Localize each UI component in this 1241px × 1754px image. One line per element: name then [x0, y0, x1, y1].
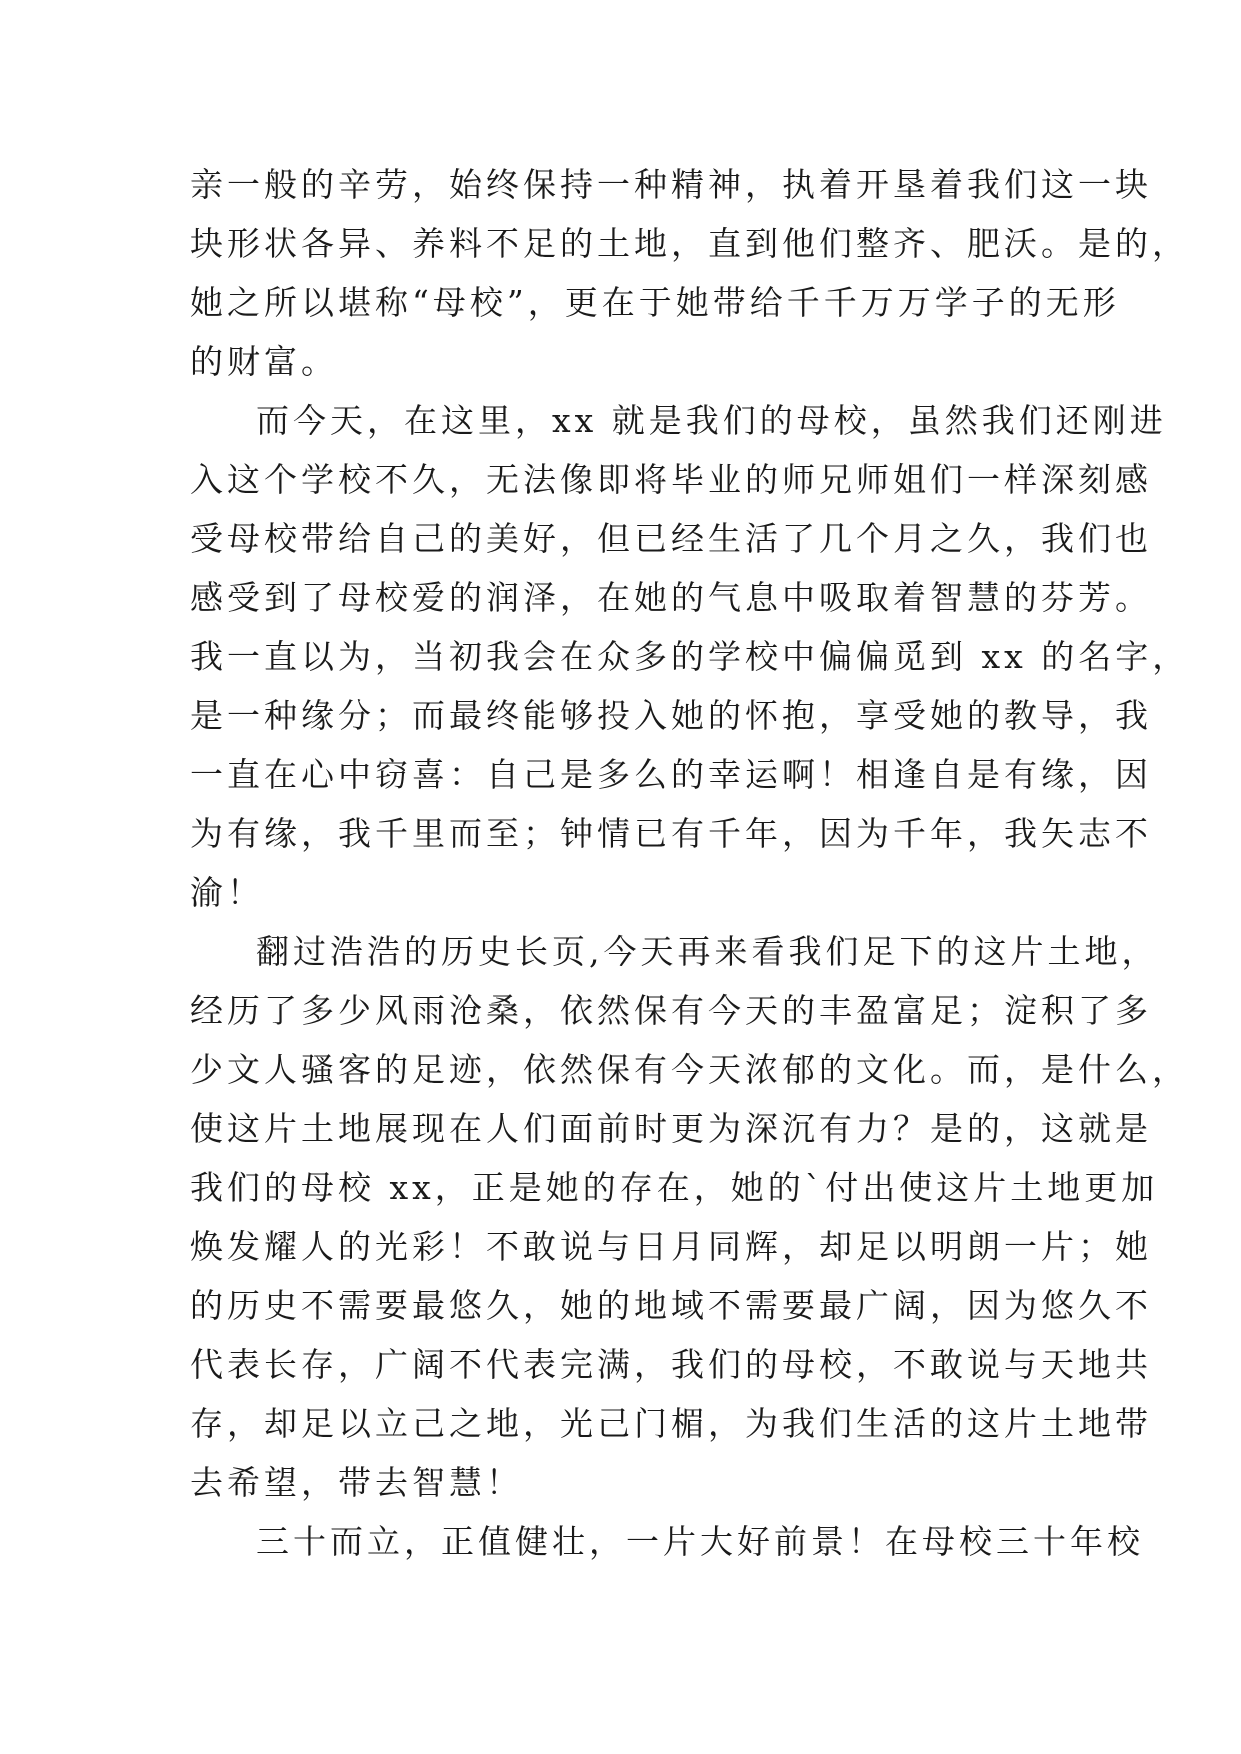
- text-line: 少文人骚客的足迹，依然保有今天浓郁的文化。而，是什么，: [190, 1050, 1189, 1089]
- text-line: 经历了多少风雨沧桑，依然保有今天的丰盈富足；淀积了多: [190, 991, 1152, 1030]
- text-line: 我们的母校 xx，正是她的存在，她的`付出使这片土地更加: [190, 1168, 1159, 1207]
- text-line: 为有缘，我千里而至；钟情已有千年，因为千年，我矢志不: [190, 814, 1152, 853]
- document-page: [190, 155, 1190, 1571]
- text-line: 我一直以为，当初我会在众多的学校中偏偏觅到 xx 的名字，: [190, 637, 1190, 676]
- text-line: 她之所以堪称“母校”，更在于她带给千千万万学子的无形: [190, 283, 1120, 322]
- text-line: 的财富。: [190, 342, 338, 381]
- paragraph-3: [190, 922, 1189, 1512]
- paragraph-4: [190, 1512, 1144, 1571]
- text-line: 块形状各异、养料不足的土地，直到他们整齐、肥沃。是的，: [190, 224, 1189, 263]
- text-line: 翻过浩浩的历史长页,今天再来看我们足下的这片土地，: [256, 932, 1159, 971]
- paragraph-1: [190, 155, 1189, 391]
- text-line: 入这个学校不久，无法像即将毕业的师兄师姐们一样深刻感: [190, 460, 1152, 499]
- text-line: 渝！: [190, 873, 264, 912]
- paragraph-2: [190, 391, 1190, 922]
- text-line: 一直在心中窃喜：自己是多么的幸运啊！相逢自是有缘，因: [190, 755, 1152, 794]
- text-line: 存，却足以立己之地，光己门楣，为我们生活的这片土地带: [190, 1404, 1152, 1443]
- text-line: 去希望，带去智慧！: [190, 1463, 523, 1502]
- text-line: 亲一般的辛劳，始终保持一种精神，执着开垦着我们这一块: [190, 165, 1152, 204]
- text-line: 代表长存，广阔不代表完满，我们的母校，不敢说与天地共: [190, 1345, 1152, 1384]
- text-line: 而今天，在这里，xx 就是我们的母校，虽然我们还刚进: [256, 401, 1167, 440]
- text-line: 受母校带给自己的美好，但已经生活了几个月之久，我们也: [190, 519, 1152, 558]
- text-line: 使这片土地展现在人们面前时更为深沉有力？是的，这就是: [190, 1109, 1152, 1148]
- text-line: 三十而立，正值健壮，一片大好前景！在母校三十年校: [256, 1522, 1144, 1561]
- text-line: 的历史不需要最悠久，她的地域不需要最广阔，因为悠久不: [190, 1286, 1152, 1325]
- text-line: 感受到了母校爱的润泽，在她的气息中吸取着智慧的芬芳。: [190, 578, 1152, 617]
- text-line: 焕发耀人的光彩！不敢说与日月同辉，却足以明朗一片；她: [190, 1227, 1152, 1266]
- text-line: 是一种缘分；而最终能够投入她的怀抱，享受她的教导，我: [190, 696, 1152, 735]
